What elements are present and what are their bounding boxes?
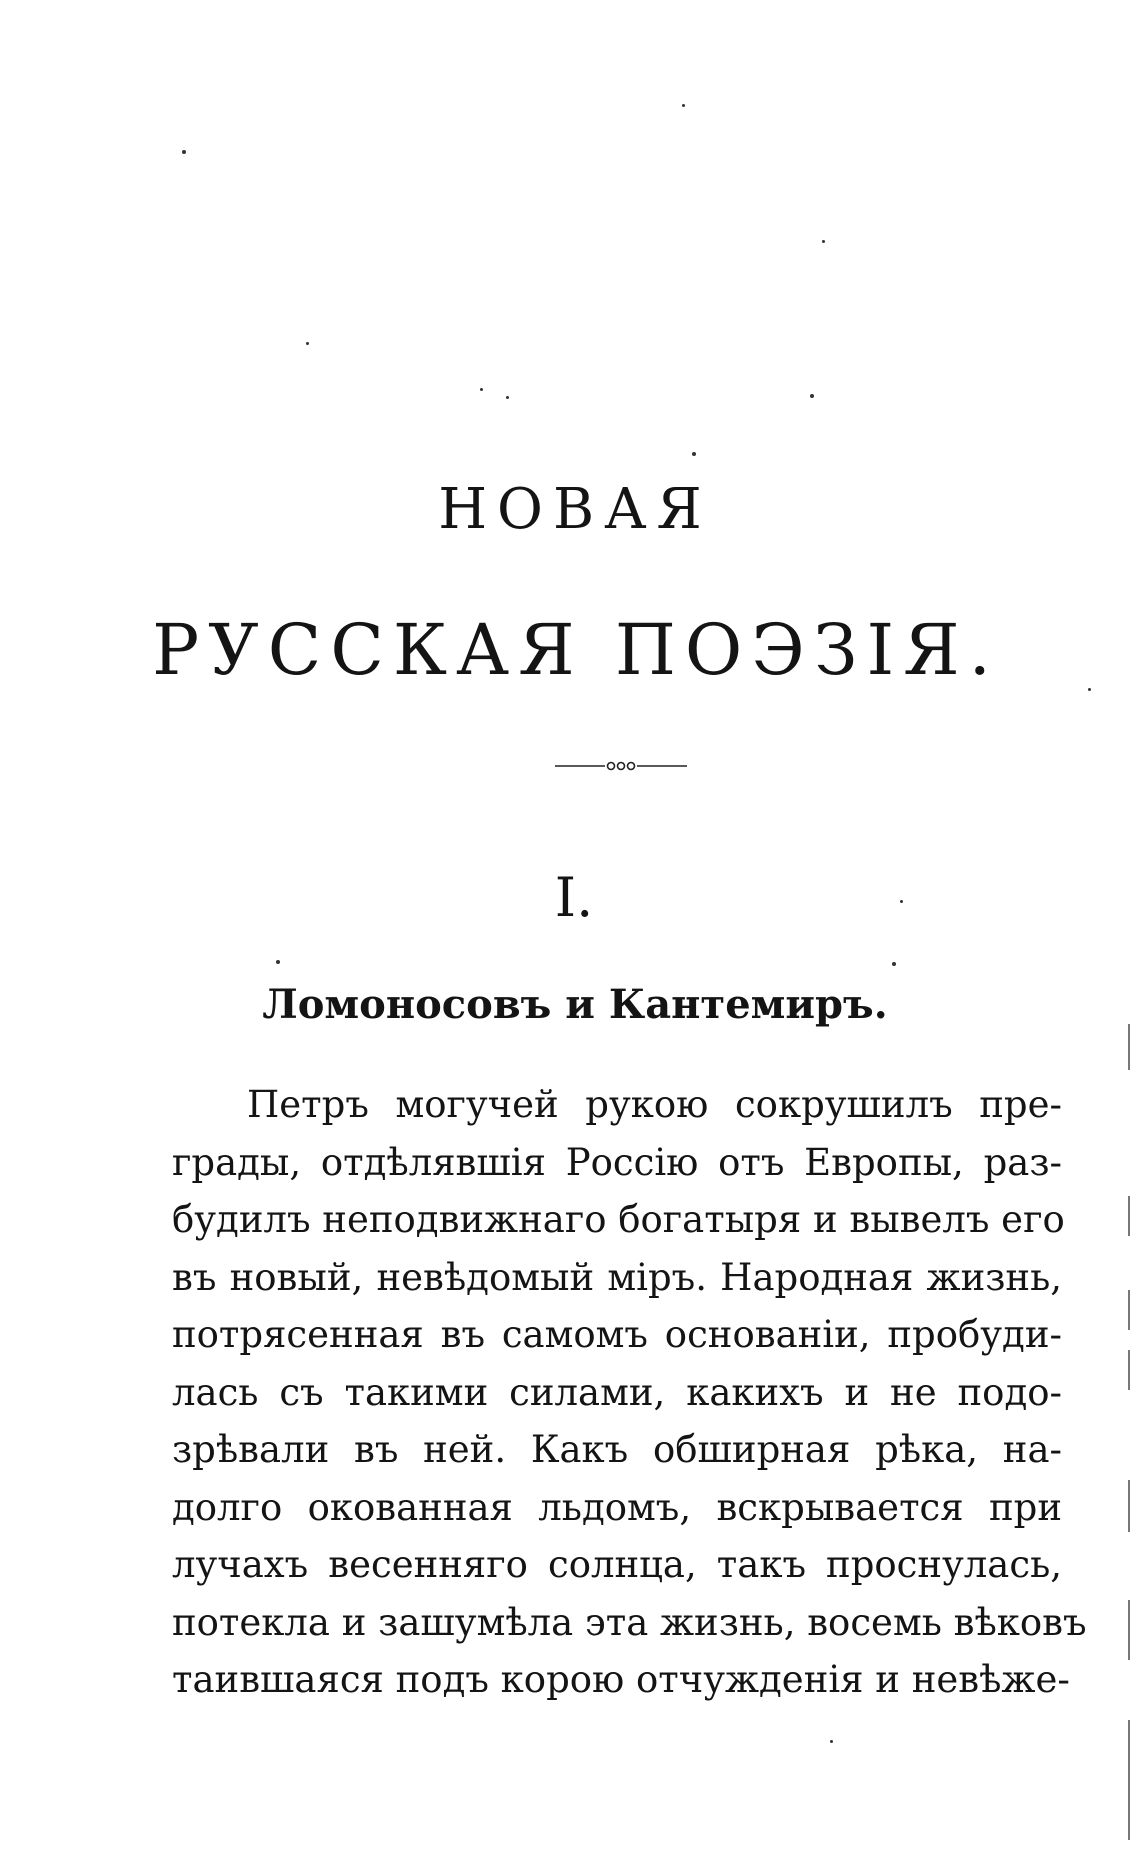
scan-speck xyxy=(182,150,186,154)
scan-speck xyxy=(822,240,825,243)
scan-edge-mark xyxy=(1128,1290,1130,1330)
body-line: зрѣвали въ ней. Какъ обширная рѣка, на- xyxy=(172,1428,1062,1471)
chapter-title: Ломоносовъ и Кантемиръ. xyxy=(262,981,888,1028)
body-line: въ новый, невѣдомый міръ. Народная жизнь, xyxy=(172,1255,1062,1299)
scan-speck xyxy=(682,104,685,107)
scan-speck xyxy=(830,1740,833,1743)
scan-speck xyxy=(1088,688,1091,691)
chapter-number: I. xyxy=(554,866,594,929)
body-line: таившаяся подъ корою отчужденія и невѣже- xyxy=(172,1658,1070,1701)
title-line-2: РУССКАЯ ПОЭЗІЯ. xyxy=(152,609,1000,691)
scan-speck xyxy=(692,452,696,456)
scan-speck xyxy=(276,960,280,964)
scan-edge-mark xyxy=(1128,1600,1130,1660)
body-line: лась съ такими силами, какихъ и не подо- xyxy=(172,1370,1062,1414)
scan-speck xyxy=(810,394,814,398)
title-line-1: НОВАЯ xyxy=(438,477,712,542)
ornament-divider xyxy=(555,756,687,776)
scan-edge-mark xyxy=(1128,1350,1130,1390)
body-line: грады, отдѣлявшія Россію отъ Европы, раз- xyxy=(172,1140,1062,1184)
body-line: потрясенная въ самомъ основаніи, пробуди- xyxy=(172,1313,1062,1356)
body-line: Петръ могучей рукою сокрушилъ пре- xyxy=(247,1083,1062,1126)
scan-speck xyxy=(506,396,509,399)
scan-speck xyxy=(480,388,483,391)
scan-edge-mark xyxy=(1128,1720,1130,1840)
body-line: будилъ неподвижнаго богатыря и вывелъ его xyxy=(172,1198,1065,1241)
body-paragraph xyxy=(172,1076,1087,1709)
scan-speck xyxy=(900,900,903,903)
body-line: долго окованная льдомъ, вскрывается при xyxy=(172,1485,1062,1529)
scan-speck xyxy=(892,962,896,966)
body-line: лучахъ весенняго солнца, такъ проснулась, xyxy=(172,1543,1062,1586)
scan-edge-mark xyxy=(1128,1196,1130,1236)
scan-edge-mark xyxy=(1128,1024,1130,1070)
scan-edge-mark xyxy=(1128,1480,1130,1532)
body-line: потекла и зашумѣла эта жизнь, восемь вѣковъ xyxy=(172,1600,1087,1644)
scan-speck xyxy=(306,342,309,345)
